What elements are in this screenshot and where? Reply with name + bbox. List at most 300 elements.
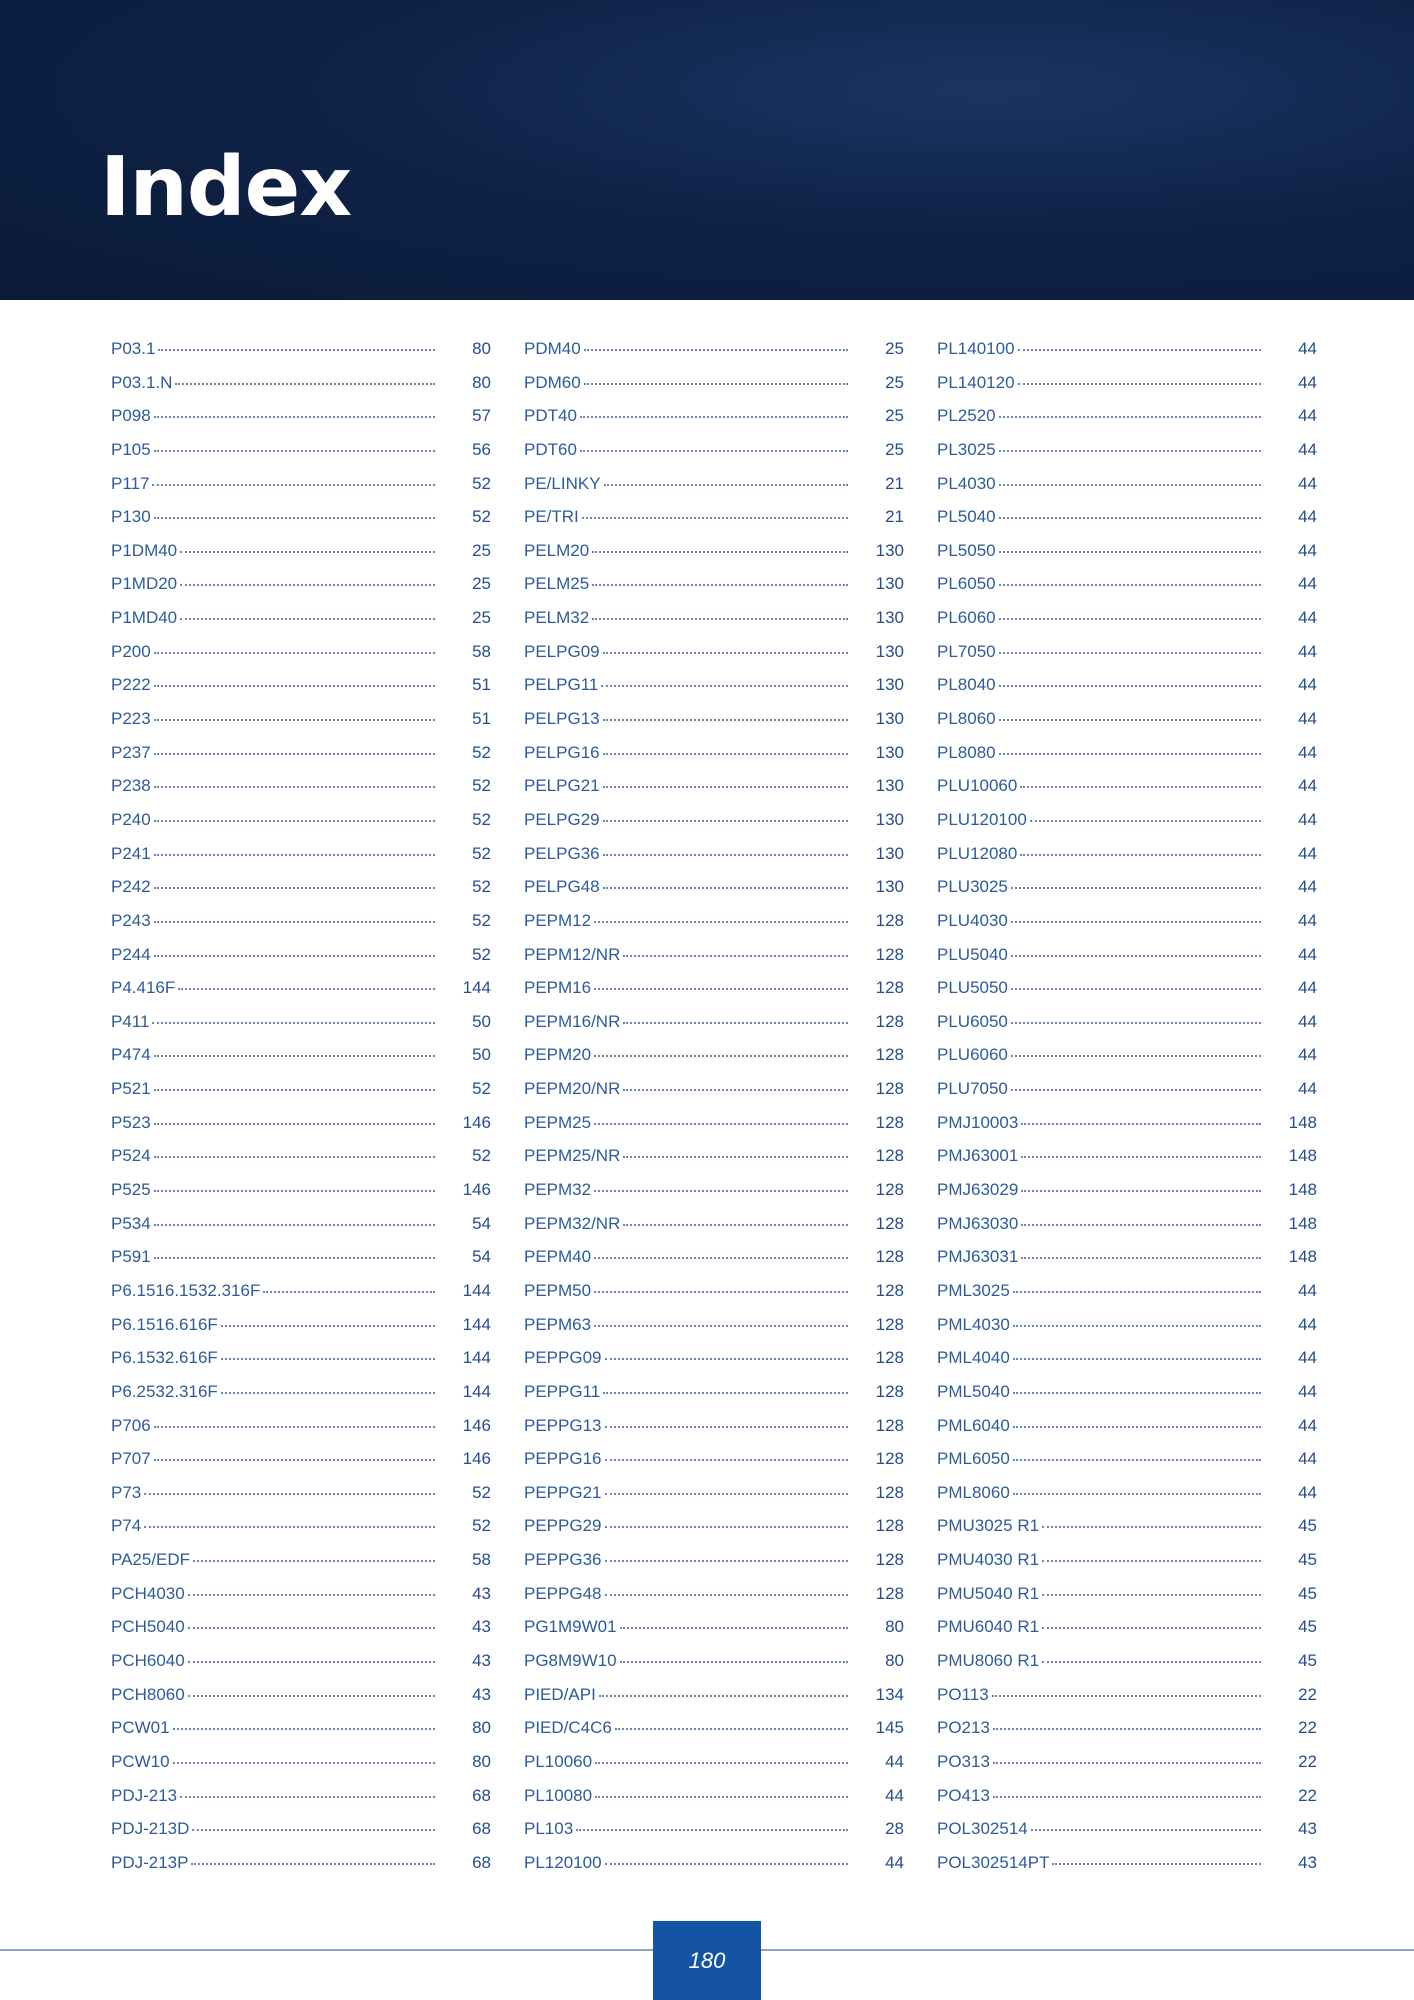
- dot-leader: [1021, 1123, 1261, 1125]
- index-entry-code: P707: [111, 1449, 151, 1469]
- index-entry-code: P237: [111, 742, 151, 762]
- index-entry: [111, 743, 491, 777]
- index-entry: [524, 945, 904, 979]
- dot-leader: [221, 1358, 435, 1360]
- index-entry-code: P238: [111, 776, 151, 796]
- index-entry: [937, 541, 1317, 575]
- index-entry: [524, 1348, 904, 1382]
- dot-leader: [999, 685, 1261, 687]
- dot-leader: [604, 484, 848, 486]
- index-entry-code: P1MD20: [111, 574, 178, 594]
- index-entry-code: P244: [111, 944, 151, 964]
- dot-leader: [180, 1796, 435, 1798]
- index-entry: [524, 339, 904, 373]
- index-entry-code: PEPM25: [524, 1112, 592, 1132]
- index-entry-page: 52: [472, 910, 491, 930]
- index-entry-page: 128: [875, 1516, 904, 1536]
- index-entry-page: 22: [1298, 1785, 1317, 1805]
- index-entry: [524, 1752, 904, 1786]
- dot-leader: [603, 1392, 848, 1394]
- index-entry-page: 80: [472, 339, 491, 358]
- index-entry: [937, 507, 1317, 541]
- index-entry-page: 130: [875, 540, 904, 560]
- index-entry-code: PDJ-213D: [111, 1819, 190, 1839]
- header-banner: [0, 0, 1414, 300]
- dot-leader: [1021, 1190, 1261, 1192]
- dot-leader: [582, 517, 848, 519]
- dot-leader: [1021, 1224, 1261, 1226]
- dot-leader: [1013, 1392, 1261, 1394]
- index-entry-page: 21: [885, 473, 904, 493]
- index-entry-code: PEPM63: [524, 1314, 592, 1334]
- index-entry-page: 128: [875, 1280, 904, 1300]
- index-entry-code: PEPPG11: [524, 1381, 601, 1401]
- index-entry: [937, 844, 1317, 878]
- index-entry-page: 44: [885, 1852, 904, 1872]
- index-entry: [111, 1516, 491, 1550]
- index-entry-page: 134: [875, 1684, 904, 1704]
- index-entry-code: PLU6050: [937, 1011, 1008, 1031]
- index-entry-page: 128: [875, 1348, 904, 1368]
- index-entry-code: PL5050: [937, 540, 996, 560]
- index-entry-page: 22: [1298, 1684, 1317, 1704]
- dot-leader: [999, 551, 1261, 553]
- index-entry-page: 45: [1298, 1617, 1317, 1637]
- index-entry: [524, 1786, 904, 1820]
- index-entry: [111, 1348, 491, 1382]
- dot-leader: [1020, 854, 1261, 856]
- dot-leader: [999, 450, 1261, 452]
- index-entry-page: 130: [875, 742, 904, 762]
- index-entry-page: 54: [472, 1213, 491, 1233]
- dot-leader: [623, 955, 848, 957]
- index-entry: [524, 776, 904, 810]
- index-entry-code: PL5040: [937, 507, 996, 527]
- index-entry: [524, 844, 904, 878]
- index-entry: [111, 1651, 491, 1685]
- dot-leader: [999, 719, 1261, 721]
- index-entry-code: PMJ10003: [937, 1112, 1019, 1132]
- dot-leader: [605, 1493, 849, 1495]
- index-entry-code: PL10060: [524, 1751, 593, 1771]
- dot-leader: [154, 955, 435, 957]
- index-entry-code: PE/LINKY: [524, 473, 601, 493]
- index-entry-page: 44: [1298, 507, 1317, 527]
- index-entry-code: PDT40: [524, 406, 577, 426]
- dot-leader: [594, 988, 848, 990]
- index-entry-page: 68: [472, 1819, 491, 1839]
- index-entry-page: 44: [1298, 675, 1317, 695]
- dot-leader: [594, 1190, 848, 1192]
- dot-leader: [154, 921, 435, 923]
- index-entry: [524, 1045, 904, 1079]
- index-entry-code: PL8080: [937, 742, 996, 762]
- index-entry-page: 68: [472, 1785, 491, 1805]
- dot-leader: [1021, 1156, 1261, 1158]
- dot-leader: [1011, 1089, 1261, 1091]
- index-entry-page: 128: [875, 1482, 904, 1502]
- index-entry-code: PEPM25/NR: [524, 1146, 621, 1166]
- index-entry-page: 44: [1298, 1482, 1317, 1502]
- index-entry-page: 80: [472, 372, 491, 392]
- index-entry: [111, 844, 491, 878]
- index-entry: [111, 1416, 491, 1450]
- index-entry-page: 128: [875, 978, 904, 998]
- index-entry: [524, 1449, 904, 1483]
- index-entry: [524, 1853, 904, 1887]
- index-entry-code: P243: [111, 910, 151, 930]
- dot-leader: [193, 1560, 435, 1562]
- dot-leader: [192, 1829, 435, 1831]
- index-entry-code: PL103: [524, 1819, 574, 1839]
- index-entry: [111, 1012, 491, 1046]
- dot-leader: [605, 1863, 848, 1865]
- index-entry-code: PMJ63031: [937, 1247, 1019, 1267]
- index-entry: [524, 1214, 904, 1248]
- dot-leader: [605, 1426, 849, 1428]
- dot-leader: [615, 1728, 848, 1730]
- index-entry-page: 128: [875, 1011, 904, 1031]
- index-entry: [524, 978, 904, 1012]
- index-entry: [111, 1214, 491, 1248]
- index-entry: [937, 810, 1317, 844]
- dot-leader: [999, 584, 1261, 586]
- dot-leader: [154, 416, 435, 418]
- index-entry-page: 44: [1298, 1280, 1317, 1300]
- index-entry-page: 43: [1298, 1852, 1317, 1872]
- index-entry: [111, 675, 491, 709]
- index-entry-page: 44: [1298, 1314, 1317, 1334]
- index-entry-page: 128: [875, 1112, 904, 1132]
- index-entry: [524, 406, 904, 440]
- index-entry-code: P105: [111, 439, 151, 459]
- index-entry-code: PEPM20/NR: [524, 1079, 621, 1099]
- dot-leader: [1018, 349, 1261, 351]
- index-entry: [937, 709, 1317, 743]
- dot-leader: [603, 786, 848, 788]
- index-entry: [937, 440, 1317, 474]
- index-entry-code: PL3025: [937, 439, 996, 459]
- dot-leader: [1011, 887, 1261, 889]
- index-column-2: [524, 339, 904, 1886]
- index-entry-page: 43: [472, 1617, 491, 1637]
- index-entry: [524, 911, 904, 945]
- index-entry-code: PL7050: [937, 641, 996, 661]
- index-entry-code: PCW10: [111, 1751, 170, 1771]
- index-entry-code: PG1M9W01: [524, 1617, 617, 1637]
- index-entry: [524, 1819, 904, 1853]
- dot-leader: [594, 1325, 848, 1327]
- index-entry-page: 54: [472, 1247, 491, 1267]
- index-entry-code: PELPG16: [524, 742, 600, 762]
- dot-leader: [188, 1594, 435, 1596]
- dot-leader: [1052, 1863, 1261, 1865]
- index-entry-page: 130: [875, 641, 904, 661]
- index-entry: [937, 978, 1317, 1012]
- dot-leader: [1013, 1291, 1261, 1293]
- index-entry-code: PO413: [937, 1785, 990, 1805]
- index-entry: [111, 1584, 491, 1618]
- dot-leader: [623, 1022, 848, 1024]
- index-entry: [937, 1449, 1317, 1483]
- dot-leader: [154, 1055, 435, 1057]
- index-entry-code: PCH4030: [111, 1583, 185, 1603]
- index-entry-page: 144: [462, 1348, 491, 1368]
- index-entry-page: 44: [1298, 1415, 1317, 1435]
- index-entry-page: 22: [1298, 1718, 1317, 1738]
- index-entry-page: 52: [472, 776, 491, 796]
- index-entry-page: 44: [1298, 473, 1317, 493]
- index-entry-page: 21: [885, 507, 904, 527]
- index-entry-code: PO213: [937, 1718, 990, 1738]
- index-entry: [111, 1180, 491, 1214]
- index-entry: [111, 1449, 491, 1483]
- dot-leader: [595, 1796, 848, 1798]
- index-entry-code: PELM25: [524, 574, 590, 594]
- index-entry-page: 44: [1298, 843, 1317, 863]
- dot-leader: [158, 349, 435, 351]
- index-entry: [524, 1247, 904, 1281]
- dot-leader: [263, 1291, 435, 1293]
- index-entry: [937, 1752, 1317, 1786]
- index-entry-page: 128: [875, 1415, 904, 1435]
- dot-leader: [154, 1190, 435, 1192]
- dot-leader: [1042, 1560, 1261, 1562]
- index-entry-code: P1DM40: [111, 540, 178, 560]
- index-entry-code: PMU4030 R1: [937, 1550, 1040, 1570]
- index-entry-page: 52: [472, 1482, 491, 1502]
- index-entry-code: P6.1532.616F: [111, 1348, 218, 1368]
- index-entry-code: PEPPG13: [524, 1415, 602, 1435]
- dot-leader: [603, 652, 848, 654]
- dot-leader: [180, 584, 435, 586]
- page-number-badge: [653, 1921, 761, 2000]
- index-entry-code: P523: [111, 1112, 151, 1132]
- dot-leader: [175, 383, 435, 385]
- index-entry-code: PEPPG16: [524, 1449, 602, 1469]
- index-entry-code: PELM32: [524, 608, 590, 628]
- dot-leader: [999, 753, 1261, 755]
- index-entry-code: PDJ-213: [111, 1785, 178, 1805]
- index-entry-page: 44: [1298, 1011, 1317, 1031]
- index-entry-page: 130: [875, 675, 904, 695]
- index-entry: [111, 507, 491, 541]
- index-entry: [111, 574, 491, 608]
- index-entry-code: PMJ63030: [937, 1213, 1019, 1233]
- index-entry: [937, 1079, 1317, 1113]
- index-entry-code: PEPM20: [524, 1045, 592, 1065]
- index-entry-page: 128: [875, 1550, 904, 1570]
- index-entry-code: PA25/EDF: [111, 1550, 191, 1570]
- index-entry: [937, 406, 1317, 440]
- index-entry-code: PMU3025 R1: [937, 1516, 1040, 1536]
- index-entry: [937, 642, 1317, 676]
- index-entry-page: 44: [1298, 877, 1317, 897]
- index-entry-code: PELPG11: [524, 675, 599, 695]
- index-entry-code: PCH5040: [111, 1617, 185, 1637]
- index-entry: [111, 1853, 491, 1887]
- index-entry-code: PELPG09: [524, 641, 600, 661]
- index-entry-page: 25: [885, 339, 904, 358]
- dot-leader: [592, 551, 848, 553]
- index-entry: [937, 474, 1317, 508]
- dot-leader: [154, 1156, 435, 1158]
- dot-leader: [221, 1325, 435, 1327]
- dot-leader: [999, 652, 1261, 654]
- index-entry-code: PL140100: [937, 339, 1015, 358]
- index-entry-code: P525: [111, 1180, 151, 1200]
- index-entry: [524, 675, 904, 709]
- index-entry: [111, 1786, 491, 1820]
- index-entry-page: 148: [1288, 1146, 1317, 1166]
- dot-leader: [1018, 383, 1261, 385]
- index-entry-page: 57: [472, 406, 491, 426]
- index-entry-code: PMJ63029: [937, 1180, 1019, 1200]
- index-entry-page: 44: [1298, 339, 1317, 358]
- index-entry-code: PELPG48: [524, 877, 600, 897]
- dot-leader: [605, 1560, 849, 1562]
- index-entry: [111, 1146, 491, 1180]
- index-entry-code: P474: [111, 1045, 151, 1065]
- index-entry-code: PCH6040: [111, 1650, 185, 1670]
- index-entry-page: 80: [885, 1617, 904, 1637]
- index-entry-code: PO113: [937, 1684, 989, 1704]
- index-entry-page: 128: [875, 1449, 904, 1469]
- index-entry-code: PL2520: [937, 406, 996, 426]
- index-entry-code: PL120100: [524, 1852, 602, 1872]
- index-entry: [937, 373, 1317, 407]
- index-entry: [111, 709, 491, 743]
- index-entry: [524, 1012, 904, 1046]
- dot-leader: [188, 1661, 435, 1663]
- index-entry-page: 128: [875, 1146, 904, 1166]
- index-entry-page: 52: [472, 1516, 491, 1536]
- dot-leader: [1011, 1022, 1261, 1024]
- index-entry-page: 44: [1298, 809, 1317, 829]
- index-entry-page: 44: [1298, 978, 1317, 998]
- index-entry: [937, 608, 1317, 642]
- index-entry-page: 44: [1298, 944, 1317, 964]
- index-entry-page: 148: [1288, 1180, 1317, 1200]
- index-entry: [524, 507, 904, 541]
- index-entry: [111, 1752, 491, 1786]
- index-entry: [524, 1180, 904, 1214]
- index-entry-page: 148: [1288, 1247, 1317, 1267]
- index-entry-page: 44: [1298, 1079, 1317, 1099]
- index-entry-code: P1MD40: [111, 608, 178, 628]
- index-entry-page: 80: [885, 1650, 904, 1670]
- index-entry-code: PMU8060 R1: [937, 1650, 1040, 1670]
- index-entry-page: 25: [885, 439, 904, 459]
- index-entry-code: PL8040: [937, 675, 996, 695]
- index-entry-page: 52: [472, 507, 491, 527]
- index-entry: [111, 945, 491, 979]
- index-entry: [111, 1079, 491, 1113]
- index-entry-page: 128: [875, 910, 904, 930]
- index-entry-page: 44: [1298, 406, 1317, 426]
- index-entry-page: 43: [1298, 1819, 1317, 1839]
- index-entry-page: 51: [472, 675, 491, 695]
- index-entry: [937, 1281, 1317, 1315]
- index-entry-page: 130: [875, 608, 904, 628]
- dot-leader: [603, 753, 848, 755]
- index-entry: [111, 1382, 491, 1416]
- index-entry-page: 44: [1298, 1449, 1317, 1469]
- index-entry: [111, 1718, 491, 1752]
- index-entry-page: 145: [875, 1718, 904, 1738]
- index-entry-page: 44: [1298, 540, 1317, 560]
- index-entry-code: P240: [111, 809, 151, 829]
- index-entry: [937, 1819, 1317, 1853]
- index-entry-page: 52: [472, 1079, 491, 1099]
- page-title: Index: [100, 140, 352, 235]
- index-entry-code: P223: [111, 709, 151, 729]
- index-entry: [937, 339, 1317, 373]
- dot-leader: [594, 1257, 848, 1259]
- index-entry-code: P73: [111, 1482, 142, 1502]
- dot-leader: [605, 1358, 849, 1360]
- dot-leader: [594, 921, 848, 923]
- index-entry: [937, 877, 1317, 911]
- index-entry-code: PEPM32: [524, 1180, 592, 1200]
- index-entry-page: 128: [875, 1583, 904, 1603]
- index-entry-page: 44: [1298, 574, 1317, 594]
- index-entry-code: PEPM40: [524, 1247, 592, 1267]
- index-entry: [937, 1617, 1317, 1651]
- index-entry-page: 128: [875, 1247, 904, 1267]
- dot-leader: [1042, 1627, 1261, 1629]
- index-entry-code: PLU7050: [937, 1079, 1008, 1099]
- index-entry: [937, 1685, 1317, 1719]
- index-entry: [111, 440, 491, 474]
- dot-leader: [993, 1796, 1261, 1798]
- dot-leader: [623, 1224, 848, 1226]
- index-entry: [937, 1180, 1317, 1214]
- index-entry: [111, 642, 491, 676]
- index-entry: [111, 978, 491, 1012]
- index-entry: [111, 877, 491, 911]
- dot-leader: [592, 618, 848, 620]
- index-entry: [111, 608, 491, 642]
- index-entry-page: 146: [462, 1180, 491, 1200]
- index-entry-code: PLU10060: [937, 776, 1018, 796]
- index-entry-page: 25: [885, 406, 904, 426]
- index-entry-page: 44: [1298, 439, 1317, 459]
- dot-leader: [154, 652, 435, 654]
- dot-leader: [993, 1728, 1261, 1730]
- dot-leader: [1042, 1661, 1261, 1663]
- index-entry-code: PML3025: [937, 1280, 1010, 1300]
- index-entry: [524, 1146, 904, 1180]
- dot-leader: [620, 1627, 848, 1629]
- dot-leader: [601, 685, 848, 687]
- index-entry-page: 44: [1298, 742, 1317, 762]
- index-entry-code: PLU5040: [937, 944, 1008, 964]
- index-entry: [524, 1079, 904, 1113]
- dot-leader: [191, 1863, 435, 1865]
- index-entry: [524, 1382, 904, 1416]
- index-entry-code: PEPPG21: [524, 1482, 602, 1502]
- index-entry-code: P098: [111, 406, 151, 426]
- index-entry: [111, 339, 491, 373]
- index-entry-code: PE/TRI: [524, 507, 579, 527]
- dot-leader: [603, 887, 848, 889]
- index-entry: [937, 911, 1317, 945]
- index-entry-page: 58: [472, 1550, 491, 1570]
- index-entry-code: P6.2532.316F: [111, 1381, 218, 1401]
- index-entry-page: 52: [472, 473, 491, 493]
- index-entry-code: PML8060: [937, 1482, 1010, 1502]
